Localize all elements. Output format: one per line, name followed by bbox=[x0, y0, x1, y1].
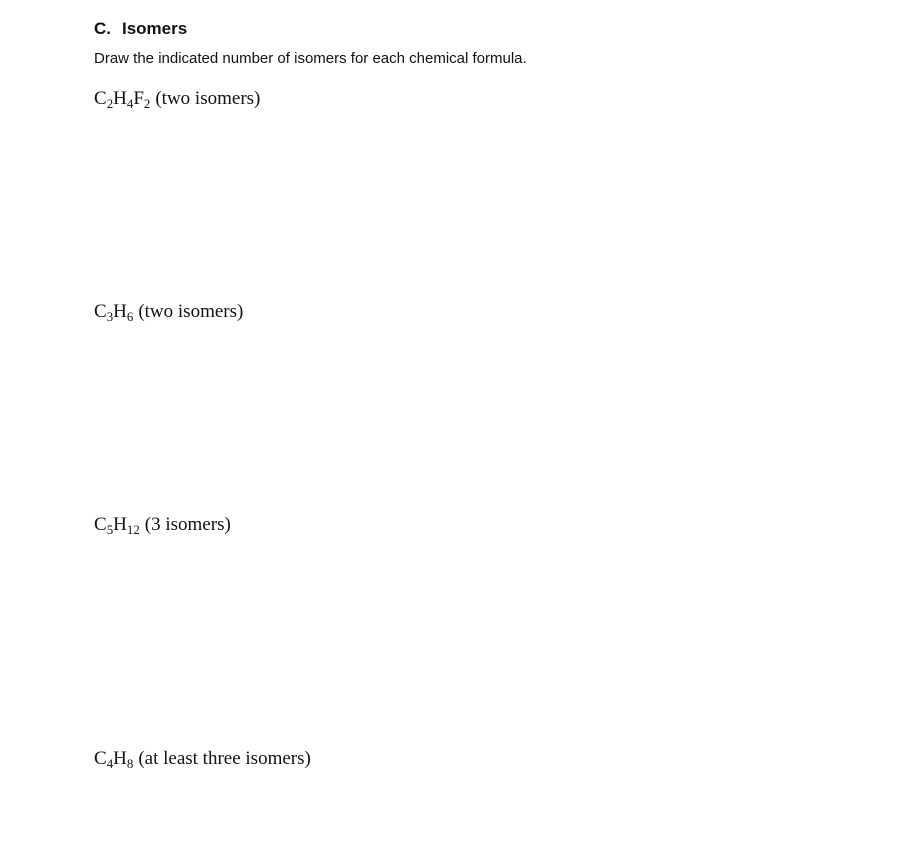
problem-3 bbox=[94, 513, 231, 537]
problem-1-note: (two isomers) bbox=[155, 88, 261, 109]
section-heading bbox=[94, 18, 187, 40]
problem-3-answer-space[interactable] bbox=[94, 540, 854, 740]
formula-subscript: 2 bbox=[143, 96, 151, 112]
problem-1 bbox=[94, 87, 260, 111]
problem-3-formula bbox=[94, 514, 140, 538]
formula-subscript: 2 bbox=[106, 96, 114, 112]
problem-2-answer-space[interactable] bbox=[94, 327, 854, 507]
problem-4-note: (at least three isomers) bbox=[138, 748, 311, 769]
section-letter: C. bbox=[94, 19, 111, 38]
problem-1-formula bbox=[94, 88, 151, 112]
formula-element-symbol: H bbox=[113, 748, 127, 769]
formula-subscript: 4 bbox=[106, 756, 114, 772]
formula-subscript: 3 bbox=[106, 309, 114, 325]
problem-3-note: (3 isomers) bbox=[144, 514, 231, 535]
problem-4-answer-space[interactable] bbox=[94, 774, 854, 844]
formula-subscript: 6 bbox=[126, 309, 134, 325]
problem-4 bbox=[94, 747, 311, 771]
problem-2-note: (two isomers) bbox=[138, 301, 244, 322]
formula-element-symbol: C bbox=[94, 301, 107, 322]
problem-1-answer-space[interactable] bbox=[94, 114, 854, 294]
formula-element-symbol: C bbox=[94, 88, 107, 109]
formula-element-symbol: C bbox=[94, 748, 107, 769]
formula-subscript: 8 bbox=[126, 756, 134, 772]
section-title: Isomers bbox=[122, 19, 188, 38]
formula-element-symbol: H bbox=[113, 514, 127, 535]
formula-element-symbol: F bbox=[133, 88, 144, 109]
problem-2 bbox=[94, 300, 243, 324]
formula-element-symbol: H bbox=[113, 301, 127, 322]
problem-4-formula bbox=[94, 748, 134, 772]
formula-subscript: 12 bbox=[126, 522, 140, 538]
formula-element-symbol: C bbox=[94, 514, 107, 535]
formula-element-symbol: H bbox=[113, 88, 127, 109]
formula-subscript: 5 bbox=[106, 522, 114, 538]
problem-2-formula bbox=[94, 301, 134, 325]
instructions-text: Draw the indicated number of isomers for each chemical formula. bbox=[94, 50, 527, 67]
formula-subscript: 4 bbox=[126, 96, 134, 112]
